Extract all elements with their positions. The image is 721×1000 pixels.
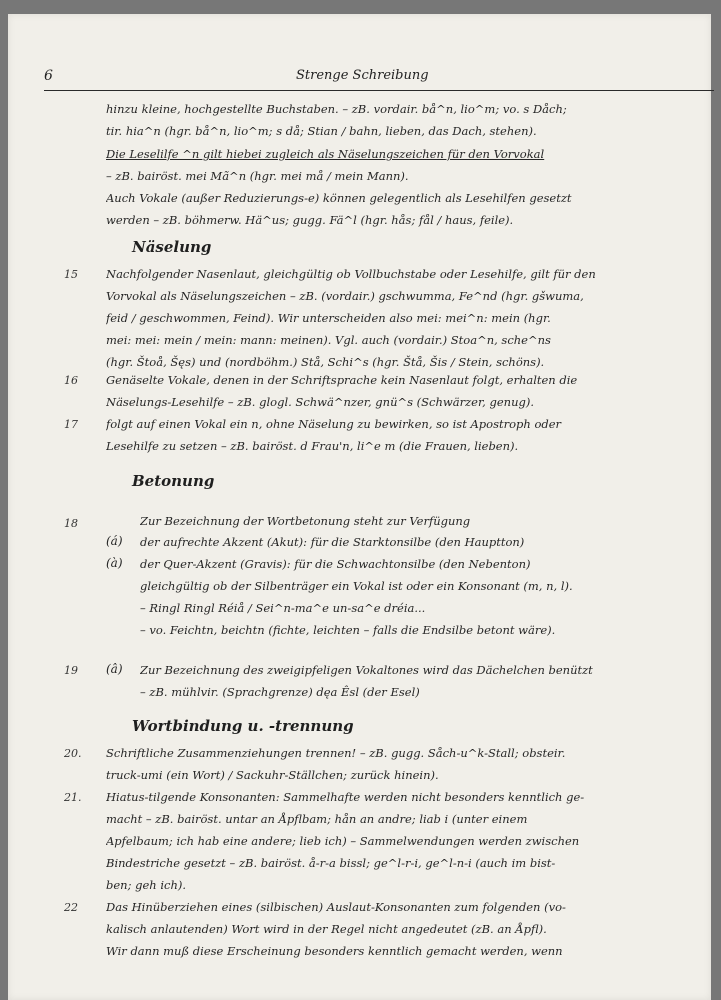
text-line: Bindestriche gesetzt – zB. bairöst. å-r-a bissl; ge^l-r-i, ge^l-n-i (auch im bist- (106, 856, 556, 870)
accent-mark-grave: (à) (106, 556, 123, 570)
text-line: Vorvokal als Näselungszeichen – zB. (vordair.) gschwumma, Fe^nd (hgr. gšwuma, (106, 289, 584, 303)
text-line: truck-umi (ein Wort) / Sackuhr-Ställchen; zurück hinein). (106, 768, 439, 782)
paragraph-number: 15 (64, 268, 78, 281)
text-line: feid / geschwommen, Feind). Wir unterscheiden also mei: mei^n: mein (hgr. (106, 311, 551, 325)
text-line: werden – zB. böhmerw. Hä^us; gugg. Fä^l (hgr. hås; fål / haus, feile). (106, 213, 514, 227)
text-line: Nachfolgender Nasenlaut, gleichgültig ob Vollbuchstabe oder Lesehilfe, gilt für den (106, 267, 596, 281)
text-line: tir. hia^n (hgr. bå^n, lio^m; s då; Stian / bahn, lieben, das Dach, stehen). (106, 124, 537, 138)
text-line: – vo. Feichtn, beichtn (fichte, leichten – falls die Endsilbe betont wäre). (140, 623, 556, 637)
paragraph-number: 17 (64, 418, 78, 431)
text-line: Auch Vokale (außer Reduzierungs-e) können gelegentlich als Lesehilfen gesetzt (106, 191, 572, 205)
text-line: gleichgültig ob der Silbenträger ein Vokal ist oder ein Konsonant (m, n, l). (140, 579, 573, 593)
section-heading-betonung: Betonung (132, 472, 215, 490)
text-line: – zB. bairöst. mei Mã^n (hgr. mei må / mein Mann). (106, 169, 409, 183)
text-line: mei: mei: mein / mein: mann: meinen). Vgl. auch (vordair.) Stoa^n, sche^ns (106, 333, 551, 347)
text-line: (hgr. Štoå, Šęs) und (nordböhm.) Stå, Schi^s (hgr. Štå, Šis / Stein, schöns). (106, 355, 545, 369)
manuscript-page (8, 14, 711, 1000)
text-line: Das Hinüberziehen eines (silbischen) Auslaut-Konsonanten zum folgenden (vo- (106, 900, 566, 914)
paragraph-number: 18 (64, 517, 78, 530)
paragraph-number: 22 (64, 901, 78, 914)
text-line: macht – zB. bairöst. untar an Åpflbam; hån an andre; liab i (unter einem (106, 812, 528, 826)
text-line: Apfelbaum; ich hab eine andere; lieb ich) – Sammelwendungen werden zwischen (106, 834, 580, 848)
accent-mark-acute: (á) (106, 534, 123, 548)
text-line: Wir dann muß diese Erscheinung besonders kenntlich gemacht werden, wenn (106, 944, 563, 958)
text-line: – Ringl Ringl Réiå / Sei^n-ma^e un-sa^e dréia... (140, 601, 426, 615)
paragraph-number: 21. (64, 791, 82, 804)
text-line: Zur Bezeichnung des zweigipfeligen Vokaltones wird das Dächelchen benützt (140, 663, 593, 677)
paragraph-number: 19 (64, 664, 78, 677)
section-heading-wortbindung: Wortbindung u. -trennung (132, 717, 354, 735)
accent-mark-circumflex: (â) (106, 662, 123, 676)
text-line: Schriftliche Zusammenziehungen trennen! – zB. gugg. Såch-u^k-Stall; obsteir. (106, 746, 566, 760)
text-line: folgt auf einen Vokal ein n, ohne Näselung zu bewirken, so ist Apostroph oder (106, 417, 562, 431)
text-line: Zur Bezeichnung der Wortbetonung steht zur Verfügung (140, 514, 471, 528)
running-title: Strenge Schreibung (296, 68, 429, 83)
text-line: Genäselte Vokale, denen in der Schriftsprache kein Nasenlaut folgt, erhalten die (106, 373, 578, 387)
text-line: hinzu kleine, hochgestellte Buchstaben. – zB. vordair. bå^n, lio^m; vo. s Dåch; (106, 102, 567, 116)
text-line: der aufrechte Akzent (Akut): für die Starktonsilbe (den Hauptton) (140, 535, 525, 549)
page-number: 6 (44, 68, 53, 84)
text-line: Die Leselilfe ^n gilt hiebei zugleich als Näselungszeichen für den Vorvokal (106, 147, 545, 161)
page-content (8, 14, 711, 1000)
paragraph-number: 20. (64, 747, 82, 760)
text-line: ben; geh ich). (106, 878, 187, 892)
text-line: Hiatus-tilgende Konsonanten: Sammelhafte werden nicht besonders kenntlich ge- (106, 790, 585, 804)
text-line: der Quer-Akzent (Gravis): für die Schwachtonsilbe (den Nebenton) (140, 557, 531, 571)
text-line: Lesehilfe zu setzen – zB. bairöst. d Frau'n, li^e m (die Frauen, lieben). (106, 439, 519, 453)
text-line: Näselungs-Lesehilfe – zB. glogl. Schwä^nzer, gnü^s (Schwärzer, genug). (106, 395, 534, 409)
section-heading-naeselung: Näselung (132, 238, 212, 256)
paragraph-number: 16 (64, 374, 78, 387)
text-line: kalisch anlautenden) Wort wird in der Regel nicht angedeutet (zB. an Åpfl). (106, 922, 547, 936)
text-line: – zB. mühlvir. (Sprachgrenze) dęa Êsl (der Esel) (140, 685, 420, 699)
